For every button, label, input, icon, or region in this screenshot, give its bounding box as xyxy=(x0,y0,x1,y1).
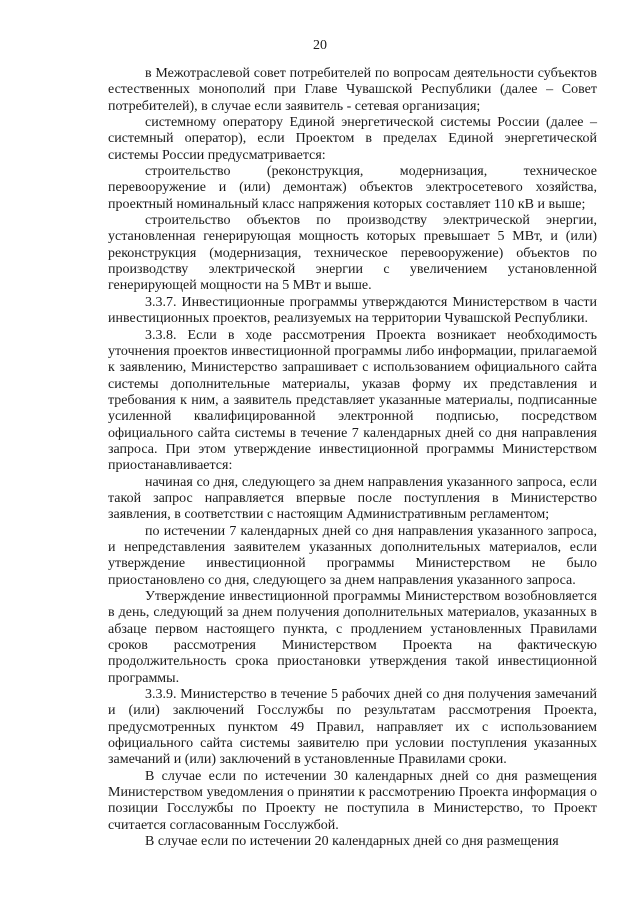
paragraph: начиная со дня, следующего за днем направления указанного запроса, если такой запрос направляется впервые после поступления в Министерство заявления, в соответствии с настоящим Административным регламентом; xyxy=(108,474,597,523)
paragraph: В случае если по истечении 20 календарных дней со дня размещения xyxy=(145,834,559,850)
paragraph: строительство объектов по производству электрической энергии, установленная генерирующая мощность которых превышает 5 МВт, и (или) реконструкция (модернизация, техническое перевооружение) объектов по производству электрической энергии с увеличением установленной генерирующей мощности на 5 МВт и выше. xyxy=(108,213,597,294)
paragraph: 3.3.8. Если в ходе рассмотрения Проекта возникает необходимость уточнения проектов инвестиционной программы либо информации, прилагаемой к заявлению, Министерство запрашивает с использованием официального сайта системы дополнительные материалы, указав форму их представления и требования к ним, а заявитель представляет указанные материалы, подписанные усиленной квалифицированной электронной подписью, посредством официального сайта системы в течение 7 календарных дней со дня направления запроса. При этом утверждение инвестиционной программы Министерством приостанавливается: xyxy=(108,327,597,474)
paragraph: в Межотраслевой совет потребителей по вопросам деятельности субъектов естественных монополий при Главе Чувашской Республики (далее – Совет потребителей), в случае если заявитель - сетевая организация; xyxy=(108,66,597,114)
paragraph: 3.3.9. Министерство в течение 5 рабочих дней со дня получения замечаний и (или) заключений Госслужбы по результатам рассмотрения Проекта, предусмотренных пунктом 49 Правил, направляет их с использованием официального сайта системы заявителю при условии поступления указанных замечаний и (или) заключений в установленные Правилами сроки. xyxy=(108,687,597,768)
document-body xyxy=(108,66,597,851)
paragraph: по истечении 7 календарных дней со дня направления указанного запроса, и непредставления заявителем указанных дополнительных материалов, если утверждение инвестиционной программы Министерством не было приостановлено со дня, следующего за днем направления указанного запроса. xyxy=(108,523,597,588)
paragraph: 3.3.7. Инвестиционные программы утверждаются Министерством в части инвестиционных проектов, реализуемых на территории Чувашской Республики. xyxy=(108,294,597,327)
paragraph: В случае если по истечении 30 календарных дней со дня размещения Министерством уведомления о принятии к рассмотрению Проекта информация о позиции Госслужбы по Проекту не поступила в Министерство, то Проект считается согласованным Госслужбой. xyxy=(108,768,597,833)
page-number: 20 xyxy=(313,38,327,53)
paragraph: строительство (реконструкция, модернизация, техническое перевооружение и (или) демонтаж) объектов электросетевого хозяйства, проектный номинальный класс напряжения которых составляет 110 кВ и выше; xyxy=(108,164,597,212)
paragraph: Утверждение инвестиционной программы Министерством возобновляется в день, следующий за днем получения дополнительных материалов, указанных в абзаце первом настоящего пункта, с продлением установленных Правилами сроков рассмотрения Министерством Проекта на фактическую продолжительность срока приостановки утверждения такой инвестиционной программы. xyxy=(108,589,597,686)
paragraph: системному оператору Единой энергетической системы России (далее – системный оператор), если Проектом в пределах Единой энергетической системы России предусматривается: xyxy=(108,115,597,163)
